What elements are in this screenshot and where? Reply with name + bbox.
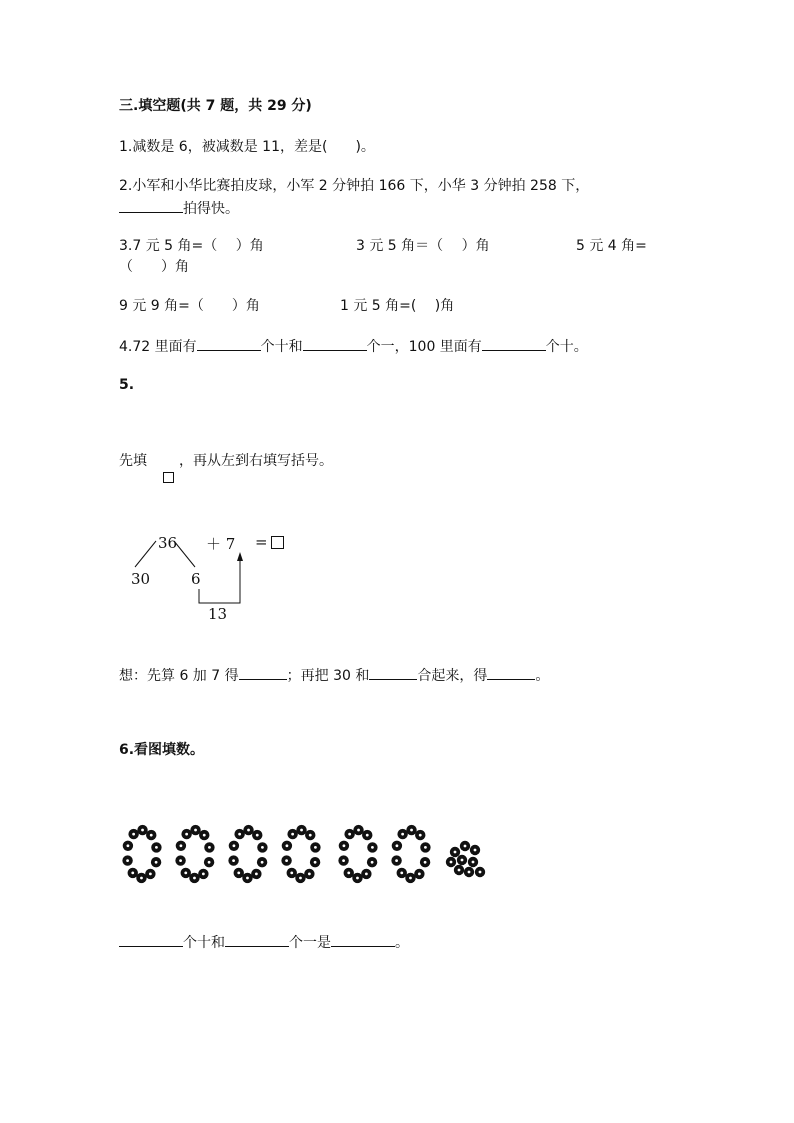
- bead-hole: [424, 846, 427, 849]
- bead-hole: [140, 877, 143, 880]
- bead-hole: [314, 846, 317, 849]
- bead-hole: [208, 861, 211, 864]
- bead-hole: [184, 871, 187, 874]
- diagram-right-number: 6: [191, 570, 201, 588]
- bead-hole: [202, 873, 205, 876]
- bead-hole: [155, 861, 158, 864]
- answer-blank[interactable]: [119, 199, 183, 213]
- bead-hole: [179, 859, 182, 862]
- bead-hole: [410, 829, 413, 832]
- bead-hole: [371, 861, 374, 864]
- question-3-part-e: 1 元 5 角=( )角: [340, 298, 455, 314]
- bead-hole: [396, 844, 399, 847]
- bead-hole: [464, 845, 467, 848]
- branch-line-left: [135, 541, 156, 567]
- q6-text-3: 。: [395, 935, 409, 951]
- bead-hole: [357, 829, 360, 832]
- q4-text-1: 4.72 里面有: [119, 339, 197, 355]
- question-5-instruction-b: ，再从左到右填写括号。: [179, 453, 333, 469]
- bead-hole: [232, 859, 235, 862]
- diagram-left-number: 30: [131, 570, 151, 588]
- bead-hole: [371, 846, 374, 849]
- bead-hole: [180, 844, 183, 847]
- q4-text-2: 个十和: [260, 339, 303, 355]
- answer-blank-sum[interactable]: [239, 666, 287, 680]
- bead-hole: [291, 833, 294, 836]
- q6-text-1: 个十和: [183, 935, 225, 951]
- diagram-equals: =: [255, 533, 268, 551]
- bead-hole: [419, 834, 422, 837]
- bead-hole: [203, 834, 206, 837]
- sum-bracket: [199, 559, 240, 603]
- bead-hole: [256, 834, 259, 837]
- think-text-1: 想：先算 6 加 7 得: [119, 668, 239, 684]
- bead-picture: [120, 820, 500, 890]
- bead-hole: [365, 873, 368, 876]
- diagram-top-number: 36: [158, 534, 178, 552]
- bead-hole: [461, 859, 464, 862]
- answer-blank-tens-count[interactable]: [119, 933, 183, 947]
- answer-box-icon[interactable]: [163, 472, 174, 483]
- bead-hole: [261, 861, 264, 864]
- bead-hole: [409, 877, 412, 880]
- bead-hole: [479, 871, 482, 874]
- question-3-part-b: 3 元 5 角＝（ ）角: [356, 238, 490, 254]
- bead-hole: [233, 844, 236, 847]
- question-3-part-c-cont: （ ）角: [119, 259, 189, 275]
- question-2-suffix: 拍得快。: [183, 201, 239, 217]
- bead-hole: [126, 859, 129, 862]
- bead-hole: [366, 834, 369, 837]
- bead-hole: [237, 871, 240, 874]
- bead-hole: [150, 834, 153, 837]
- bead-hole: [193, 877, 196, 880]
- bead-hole: [247, 829, 250, 832]
- bead-hole: [141, 829, 144, 832]
- q4-text-3: 个一，100 里面有: [366, 339, 482, 355]
- bead-hole: [246, 877, 249, 880]
- question-3-part-c: 5 元 4 角=: [576, 238, 647, 254]
- section-title: 三.填空题(共 7 题，共 29 分): [119, 98, 312, 114]
- arrow-up-icon: [237, 552, 243, 561]
- answer-blank-ones[interactable]: [303, 337, 367, 351]
- bead-hole: [400, 871, 403, 874]
- bead-hole: [131, 871, 134, 874]
- bead-hole: [309, 834, 312, 837]
- answer-blank-combine[interactable]: [369, 666, 417, 680]
- answer-blank-result[interactable]: [487, 666, 535, 680]
- bead-hole: [127, 844, 130, 847]
- question-1: 1.减数是 6，被减数是 11，差是( )。: [119, 139, 375, 155]
- q4-text-4: 个十。: [545, 339, 588, 355]
- bead-hole: [285, 859, 288, 862]
- diagram-plus-seven: ＋ 7: [206, 535, 236, 553]
- bead-hole: [342, 859, 345, 862]
- q6-text-2: 个一是: [289, 935, 331, 951]
- question-3-part-d: 9 元 9 角=（ ）角: [119, 298, 260, 314]
- bead-hole: [261, 846, 264, 849]
- bead-hole: [424, 861, 427, 864]
- question-3-part-a: 3.7 元 5 角=（ ）角: [119, 238, 264, 254]
- question-6-title: 6.看图填数。: [119, 742, 205, 758]
- question-2-line-2: [119, 199, 239, 218]
- bead-hole: [286, 844, 289, 847]
- bead-hole: [238, 833, 241, 836]
- bead-hole: [347, 871, 350, 874]
- bead-hole: [300, 829, 303, 832]
- think-text-4: 。: [535, 668, 550, 684]
- bead-hole: [208, 846, 211, 849]
- bead-hole: [343, 844, 346, 847]
- diagram-answer-box-icon[interactable]: [271, 536, 284, 549]
- bead-hole: [194, 829, 197, 832]
- think-text-3: 合起来，得: [417, 668, 488, 684]
- answer-blank-total[interactable]: [331, 933, 395, 947]
- bead-hole: [314, 861, 317, 864]
- bead-hole: [454, 851, 457, 854]
- bead-hole: [395, 859, 398, 862]
- bead-hole: [401, 833, 404, 836]
- question-5-think: [119, 666, 549, 685]
- bead-hole: [155, 846, 158, 849]
- question-5-number: 5.: [119, 377, 135, 393]
- bead-hole: [132, 833, 135, 836]
- answer-blank-ones-count[interactable]: [225, 933, 289, 947]
- question-4: [119, 337, 588, 356]
- answer-blank-tens[interactable]: [197, 337, 261, 351]
- bead-hole: [472, 861, 475, 864]
- bead-hole: [185, 833, 188, 836]
- bead-hole: [299, 877, 302, 880]
- bead-hole: [149, 873, 152, 876]
- question-5-instruction-a: 先填: [119, 453, 147, 469]
- bead-hole: [290, 871, 293, 874]
- bead-hole: [348, 833, 351, 836]
- bead-hole: [418, 873, 421, 876]
- bead-hole: [458, 869, 461, 872]
- bead-hole: [474, 849, 477, 852]
- bead-hole: [450, 861, 453, 864]
- diagram-sum-number: 13: [208, 605, 228, 623]
- bead-hole: [468, 871, 471, 874]
- bead-hole: [356, 877, 359, 880]
- answer-blank-hundred-tens[interactable]: [482, 337, 546, 351]
- question-6-answer: [119, 933, 409, 952]
- branch-line-right: [174, 541, 195, 567]
- question-2-line-1: 2.小军和小华比赛拍皮球，小军 2 分钟拍 166 下，小华 3 分钟拍 258 下，: [119, 178, 590, 194]
- bead-hole: [255, 873, 258, 876]
- think-text-2: ；再把 30 和: [286, 668, 370, 684]
- bead-hole: [308, 873, 311, 876]
